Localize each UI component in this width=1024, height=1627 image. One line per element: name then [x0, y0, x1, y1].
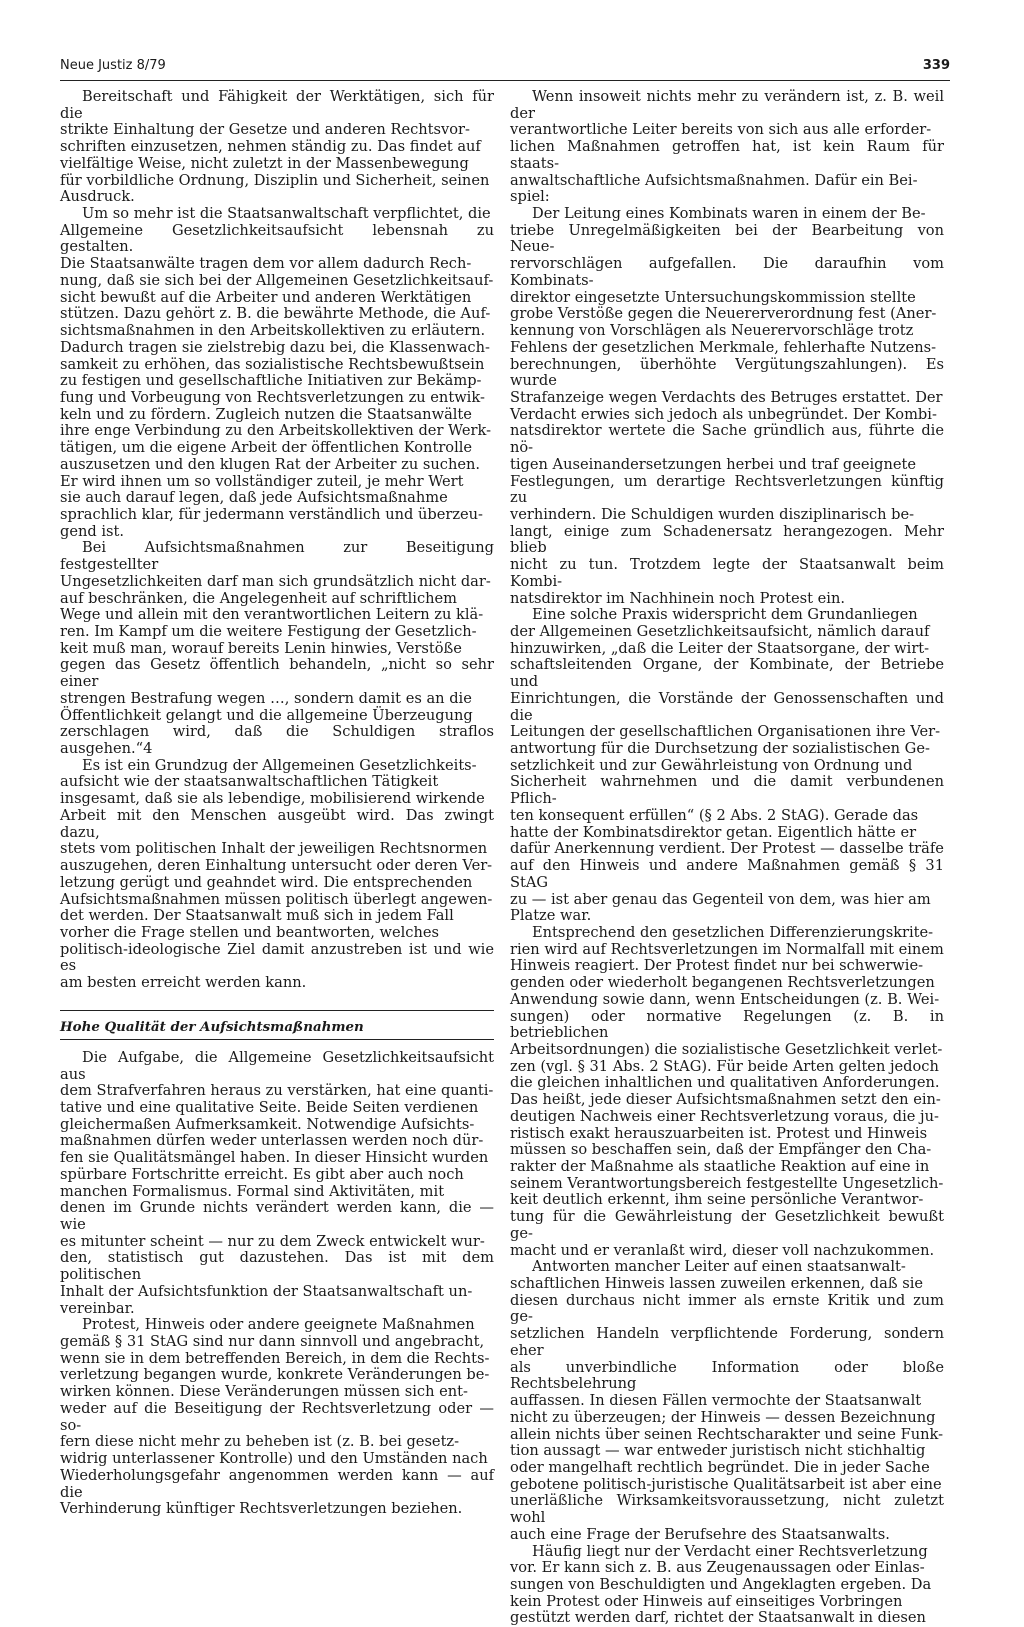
- paragraph: Antworten mancher Leiter auf einen staatsanwalt- schaftlichen Hinweis lassen zuweilen erkennen, daß sie diesen durchaus nicht immer als ernste Kritik und zum ge- setzlichen Handeln verpflichtende Forderung, sondern eher als unverbindliche Information oder bloße Rechtsbelehrung auffassen. In diesen Fällen vermochte der Staatsanwalt nicht zu überzeugen; der Hinweis — dessen Bezeichnung allein nichts über seinen Rechtscharakter und seine Funk- tion aussagt — war entweder juristisch nicht stichhaltig oder mangelhaft rechtlich begründet. Die in jeder Sache gebotene politisch-juristische Qualitätsarbeit ist aber eine unerläßliche Wirksamkeitsvoraussetzung, nicht zuletzt wohl auch eine Frage der Berufsehre des Staatsanwalts.: [510, 1258, 944, 1543]
- journal-issue: Neue Justiz 8/79: [60, 58, 166, 73]
- section-heading-block: [60, 1010, 494, 1040]
- right-column: [510, 89, 944, 1627]
- paragraph: Häufig liegt nur der Verdacht einer Rechtsverletzung vor. Er kann sich z. B. aus Zeugenaussagen oder Einlas- sungen von Beschuldigten und Angeklagten ergeben. Da kein Protest oder Hinweis auf einseitiges Vorbringen gestützt werden darf, richtet der Staatsanwalt in diesen: [510, 1542, 932, 1627]
- page-number: 339: [922, 58, 950, 73]
- section-rule-bottom: [60, 1039, 494, 1040]
- paragraph: Wenn insoweit nichts mehr zu verändern ist, z. B. weil der verantwortliche Leiter bereits von sich aus alle erforder- lichen Maßnahmen getroffen hat, ist kein Raum für staats- anwaltschaftliche Aufsichtsmaßnahmen. Dafür ein Bei- spiel:: [510, 88, 944, 206]
- left-column: [60, 89, 494, 1518]
- page-header: [60, 58, 950, 80]
- paragraph: Bereitschaft und Fähigkeit der Werktätigen, sich für die strikte Einhaltung der Gesetze und anderen Rechtsvor- schriften einzusetzen, nehmen ständig zu. Das findet auf vielfältige Weise, nicht zuletzt in der Massenbewegung für vorbildliche Ordnung, Disziplin und Sicherheit, seinen Ausdruck.: [60, 88, 494, 206]
- paragraph: Die Aufgabe, die Allgemeine Gesetzlichkeitsaufsicht aus dem Strafverfahren heraus zu verstärken, hat eine quanti- tative und eine qualitative Seite. Beide Seiten verdienen gleichermaßen Aufmerksamkeit. Notwendige Aufsichts- maßnahmen dürfen weder unterlassen werden noch dür- fen sie Qualitätsmängel haben. In dieser Hinsicht wurden spürbare Fortschritte erreicht. Es gibt aber auch noch manchen Formalismus. Formal sind Aktivitäten, mit denen im Grunde nichts verändert werden kann, die — wie es mitunter scheint — nur zu dem Zweck entwickelt wur- den, statistisch gut dazustehen. Das ist mit dem politischen Inhalt der Aufsichtsfunktion der Staatsanwaltschaft un- vereinbar.: [60, 1048, 494, 1317]
- header-rule: [60, 80, 950, 81]
- paragraph: Der Leitung eines Kombinats waren in einem der Be- triebe Unregelmäßigkeiten bei der Bearbeitung von Neue- rervorschlägen aufgefallen. Die daraufhin vom Kombinats- direktor eingesetzte Untersuchungskommission stellte grobe Verstöße gegen die Neuererverordnung fest (Aner- kennung von Vorschlägen als Neuerervorschläge trotz Fehlens der gesetzlichen Merkmale, fehlerhafte Nutzens- berechnungen, überhöhte Vergütungszahlungen). Es wurde Strafanzeige wegen Verdachts des Betruges erstattet. Der Verdacht erwies sich jedoch als unbegründet. Der Kombi- natsdirektor wertete die Sache gründlich aus, führte die nö- tigen Auseinandersetzungen herbei und traf geeignete Festlegungen, um derartige Rechtsverletzungen künftig zu verhindern. Die Schuldigen wurden disziplinarisch be- langt, einige zum Schadenersatz herangezogen. Mehr blieb nicht zu tun. Trotzdem legte der Staatsanwalt beim Kombi- natsdirektor im Nachhinein noch Protest ein.: [510, 205, 944, 607]
- paragraph: Entsprechend den gesetzlichen Differenzierungskrite- rien wird auf Rechtsverletzungen im Normalfall mit einem Hinweis reagiert. Der Protest findet nur bei schwerwie- genden oder wiederholt begangenen Rechtsverletzungen Anwendung sowie dann, wenn Entscheidungen (z. B. Wei- sungen) oder normative Regelungen (z. B. in betrieblichen Arbeitsordnungen) die sozialistische Gesetzlichkeit verlet- zen (vgl. § 31 Abs. 2 StAG). Für beide Arten gelten jedoch die gleichen inhaltlichen und qualitativen Anforderungen. Das heißt, jede dieser Aufsichtsmaßnahmen setzt den ein- deutigen Nachweis einer Rechtsverletzung voraus, die ju- ristisch exakt herauszuarbeiten ist. Protest und Hinweis müssen so beschaffen sein, daß der Empfänger den Cha- rakter der Maßnahme als staatliche Reaktion auf eine in seinem Verantwortungsbereich festgestellte Ungesetzlich- keit deutlich erkennt, ihm seine persönliche Verantwor- tung für die Gewährleistung der Gesetzlichkeit bewußt ge- macht und er veranlaßt wird, dieser voll nachzukommen.: [510, 923, 944, 1259]
- paragraph: Um so mehr ist die Staatsanwaltschaft verpflichtet, die Allgemeine Gesetzlichkeitsaufsicht lebensnah zu gestalten. Die Staatsanwälte tragen dem vor allem dadurch Rech- nung, daß sie sich bei der Allgemeinen Gesetzlichkeitsauf- sicht bewußt auf die Arbeiter und anderen Werktätigen stützen. Dazu gehört z. B. die bewährte Methode, die Auf- sichtsmaßnahmen in den Arbeitskollektiven zu erläutern. Dadurch tragen sie zielstrebig dazu bei, die Klassenwach- samkeit zu erhöhen, das sozialistische Rechtsbewußtsein zu festigen und gesellschaftliche Initiativen zur Bekämp- fung und Vorbeugung von Rechtsverletzungen zu entwik- keln und zu fördern. Zugleich nutzen die Staatsanwälte ihre enge Verbindung zu den Arbeitskollektiven der Werk- tätigen, um die eigene Arbeit der öffentlichen Kontrolle auszusetzen und den klugen Rat der Arbeiter zu suchen. Er wird ihnen um so vollständiger zuteil, je mehr Wert sie auch darauf legen, daß jede Aufsichtsmaßnahme sprachlich klar, für jedermann verständlich und überzeu- gend ist.: [60, 205, 494, 540]
- paragraph: Bei Aufsichtsmaßnahmen zur Beseitigung festgestellter Ungesetzlichkeiten darf man sich grundsätzlich nicht dar- auf beschränken, die Angelegenheit auf schriftlichem Wege und allein mit den verantwortlichen Leitern zu klä- ren. Im Kampf um die weitere Festigung der Gesetzlich- keit muß man, worauf bereits Lenin hinwies, Verstöße gegen das Gesetz öffentlich behandeln, „nicht so sehr einer strengen Bestrafung wegen …, sondern damit es an die Öffentlichkeit gelangt und die allgemeine Überzeugung zerschlagen wird, daß die Schuldigen straflos ausgehen.“4: [60, 539, 494, 758]
- section-heading: Hohe Qualität der Aufsichtsmaßnahmen: [60, 1018, 364, 1035]
- paragraph: Eine solche Praxis widerspricht dem Grundanliegen der Allgemeinen Gesetzlichkeitsaufsicht, nämlich darauf hinzuwirken, „daß die Leiter der Staatsorgane, der wirt- schaftsleitenden Organe, der Kombinate, der Betriebe und Einrichtungen, die Vorstände der Genossenschaften und die Leitungen der gesellschaftlichen Organisationen ihre Ver- antwortung für die Durchsetzung der sozialistischen Ge- setzlichkeit und zur Gewährleistung von Ordnung und Sicherheit wahrnehmen und die damit verbundenen Pflich- ten konsequent erfüllen“ (§ 2 Abs. 2 StAG). Gerade das hatte der Kombinatsdirektor getan. Eigentlich hätte er dafür Anerkennung verdient. Der Protest — dasselbe träfe auf den Hinweis und andere Maßnahmen gemäß § 31 StAG zu — ist aber genau das Gegenteil von dem, was hier am Platze war.: [510, 606, 944, 925]
- paragraph: Es ist ein Grundzug der Allgemeinen Gesetzlichkeits- aufsicht wie der staatsanwaltschaftlichen Tätigkeit insgesamt, daß sie als lebendige, mobilisierend wirkende Arbeit mit den Menschen ausgeübt wird. Das zwingt dazu, stets vom politischen Inhalt der jeweiligen Rechtsnormen auszugehen, deren Einhaltung untersucht oder deren Ver- letzung gerügt und geahndet wird. Die entsprechenden Aufsichtsmaßnahmen müssen politisch überlegt angewen- det werden. Der Staatsanwalt muß sich in jedem Fall vorher die Frage stellen und beantworten, welches politisch-ideologische Ziel damit anzustreben ist und wie es am besten erreicht werden kann.: [60, 756, 494, 992]
- paragraph: Protest, Hinweis oder andere geeignete Maßnahmen gemäß § 31 StAG sind nur dann sinnvoll und angebracht, wenn sie in dem betreffenden Bereich, in dem die Rechts- verletzung begangen wurde, konkrete Veränderungen be- wirken können. Diese Veränderungen müssen sich ent- weder auf die Beseitigung der Rechtsverletzung oder — so- fern diese nicht mehr zu beheben ist (z. B. bei gesetz- widrig unterlassener Kontrolle) und den Umständen nach Wiederholungsgefahr angenommen werden kann — auf die Verhinderung künftiger Rechtsverletzungen beziehen.: [60, 1316, 494, 1518]
